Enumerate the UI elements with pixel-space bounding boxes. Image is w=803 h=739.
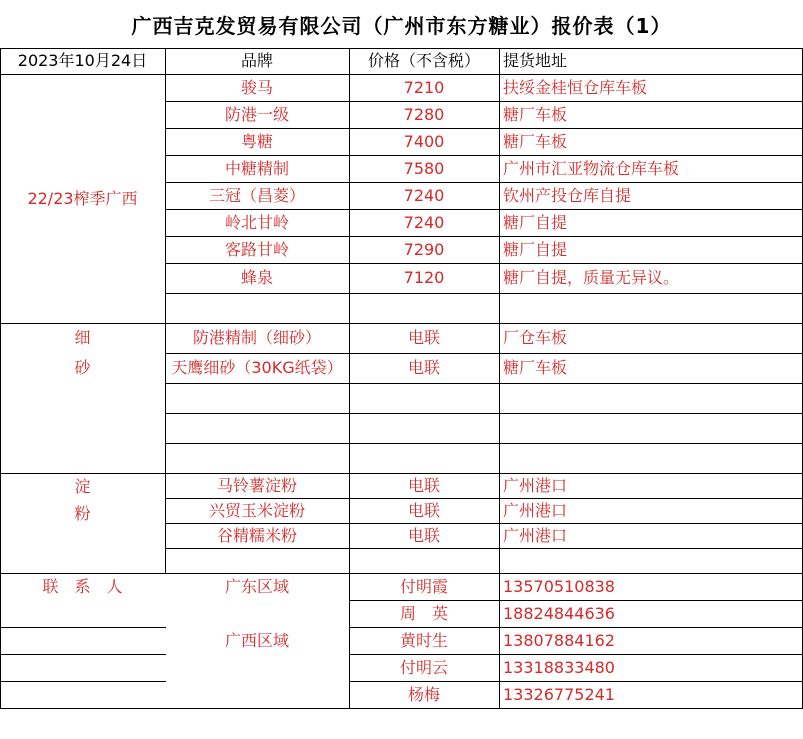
contact-name: 付明云 [399, 657, 448, 677]
contact-name: 周 英 [399, 603, 448, 623]
address-cell: 糖厂车板 [503, 104, 568, 124]
header-address: 提货地址 [503, 51, 568, 70]
brand-cell: 兴贸玉米淀粉 [208, 500, 305, 520]
address-cell: 糖厂自提 [503, 239, 568, 259]
brand-cell: 马铃薯淀粉 [216, 475, 297, 495]
contact-phone: 13807884162 [503, 630, 615, 650]
address-cell: 糖厂自提 [503, 212, 568, 232]
address-cell: 糖厂自提，质量无异议。 [503, 268, 680, 287]
address-cell: 广州市汇亚物流仓库车板 [503, 158, 680, 178]
brand-cell: 防港精制（细砂） [192, 328, 321, 347]
price-cell: 7210 [403, 77, 445, 97]
address-cell: 广州港口 [503, 525, 568, 545]
address-cell: 糖厂车板 [503, 358, 568, 377]
contact-phone: 13570510838 [503, 576, 615, 596]
section-label-fine-1: 细 [74, 328, 91, 347]
address-cell: 扶绥金桂恒仓库车板 [503, 77, 648, 97]
grid-line [0, 654, 166, 655]
brand-cell: 岭北甘岭 [224, 212, 289, 232]
contact-phone: 13326775241 [503, 684, 615, 704]
price-cell: 电联 [407, 358, 440, 377]
price-cell: 7400 [403, 131, 445, 151]
brand-cell: 蜂泉 [240, 268, 273, 287]
price-cell: 7280 [403, 104, 445, 124]
price-cell: 7120 [403, 268, 445, 287]
section-label-fine-2: 砂 [74, 358, 91, 377]
grid-line [0, 627, 166, 628]
contact-name: 杨梅 [407, 684, 440, 704]
brand-cell: 谷精糯米粉 [216, 525, 297, 545]
price-cell: 电联 [407, 475, 440, 495]
brand-cell: 防港一级 [224, 104, 289, 124]
page-title: 广西吉克发贸易有限公司（广州市东方糖业）报价表（1） [131, 13, 672, 38]
grid-line [165, 293, 803, 294]
header-brand: 品牌 [240, 51, 273, 70]
brand-cell: 客路甘岭 [224, 239, 289, 259]
grid-line [165, 413, 803, 414]
grid-line [0, 708, 803, 709]
price-cell: 7240 [403, 212, 445, 232]
brand-cell: 天鹰细砂（30KG纸袋） [171, 358, 343, 377]
header-price: 价格（不含税） [367, 51, 480, 70]
address-cell: 广州港口 [503, 500, 568, 520]
price-cell: 电联 [407, 525, 440, 545]
region-guangdong: 广东区域 [224, 576, 289, 596]
grid-line [165, 443, 803, 444]
section-label-sugar: 22/23榨季广西 [27, 188, 138, 208]
grid-line [0, 681, 166, 682]
address-cell: 钦州产投仓库自提 [503, 185, 632, 205]
price-cell: 7240 [403, 185, 445, 205]
address-cell: 广州港口 [503, 475, 568, 495]
price-cell: 7290 [403, 239, 445, 259]
contact-name: 黄时生 [399, 630, 448, 650]
price-cell: 电联 [407, 500, 440, 520]
brand-cell: 粤糖 [240, 131, 273, 151]
contact-phone: 13318833480 [503, 657, 615, 677]
section-label-starch-2: 粉 [74, 503, 91, 523]
contact-phone: 18824844636 [503, 603, 615, 623]
grid-line [165, 548, 803, 549]
price-cell: 电联 [407, 328, 440, 347]
brand-cell: 骏马 [240, 77, 273, 97]
brand-cell: 中糖精制 [224, 158, 289, 178]
contact-name: 付明霞 [399, 576, 448, 596]
grid-line [165, 383, 803, 384]
region-guangxi: 广西区域 [224, 630, 289, 650]
section-label-contacts: 联 系 人 [42, 576, 123, 596]
section-label-starch-1: 淀 [74, 476, 91, 496]
address-cell: 厂仓车板 [503, 328, 568, 347]
header-date: 2023年10月24日 [17, 51, 148, 70]
address-cell: 糖厂车板 [503, 131, 568, 151]
price-cell: 7580 [403, 158, 445, 178]
brand-cell: 三冠（昌菱） [208, 185, 305, 205]
